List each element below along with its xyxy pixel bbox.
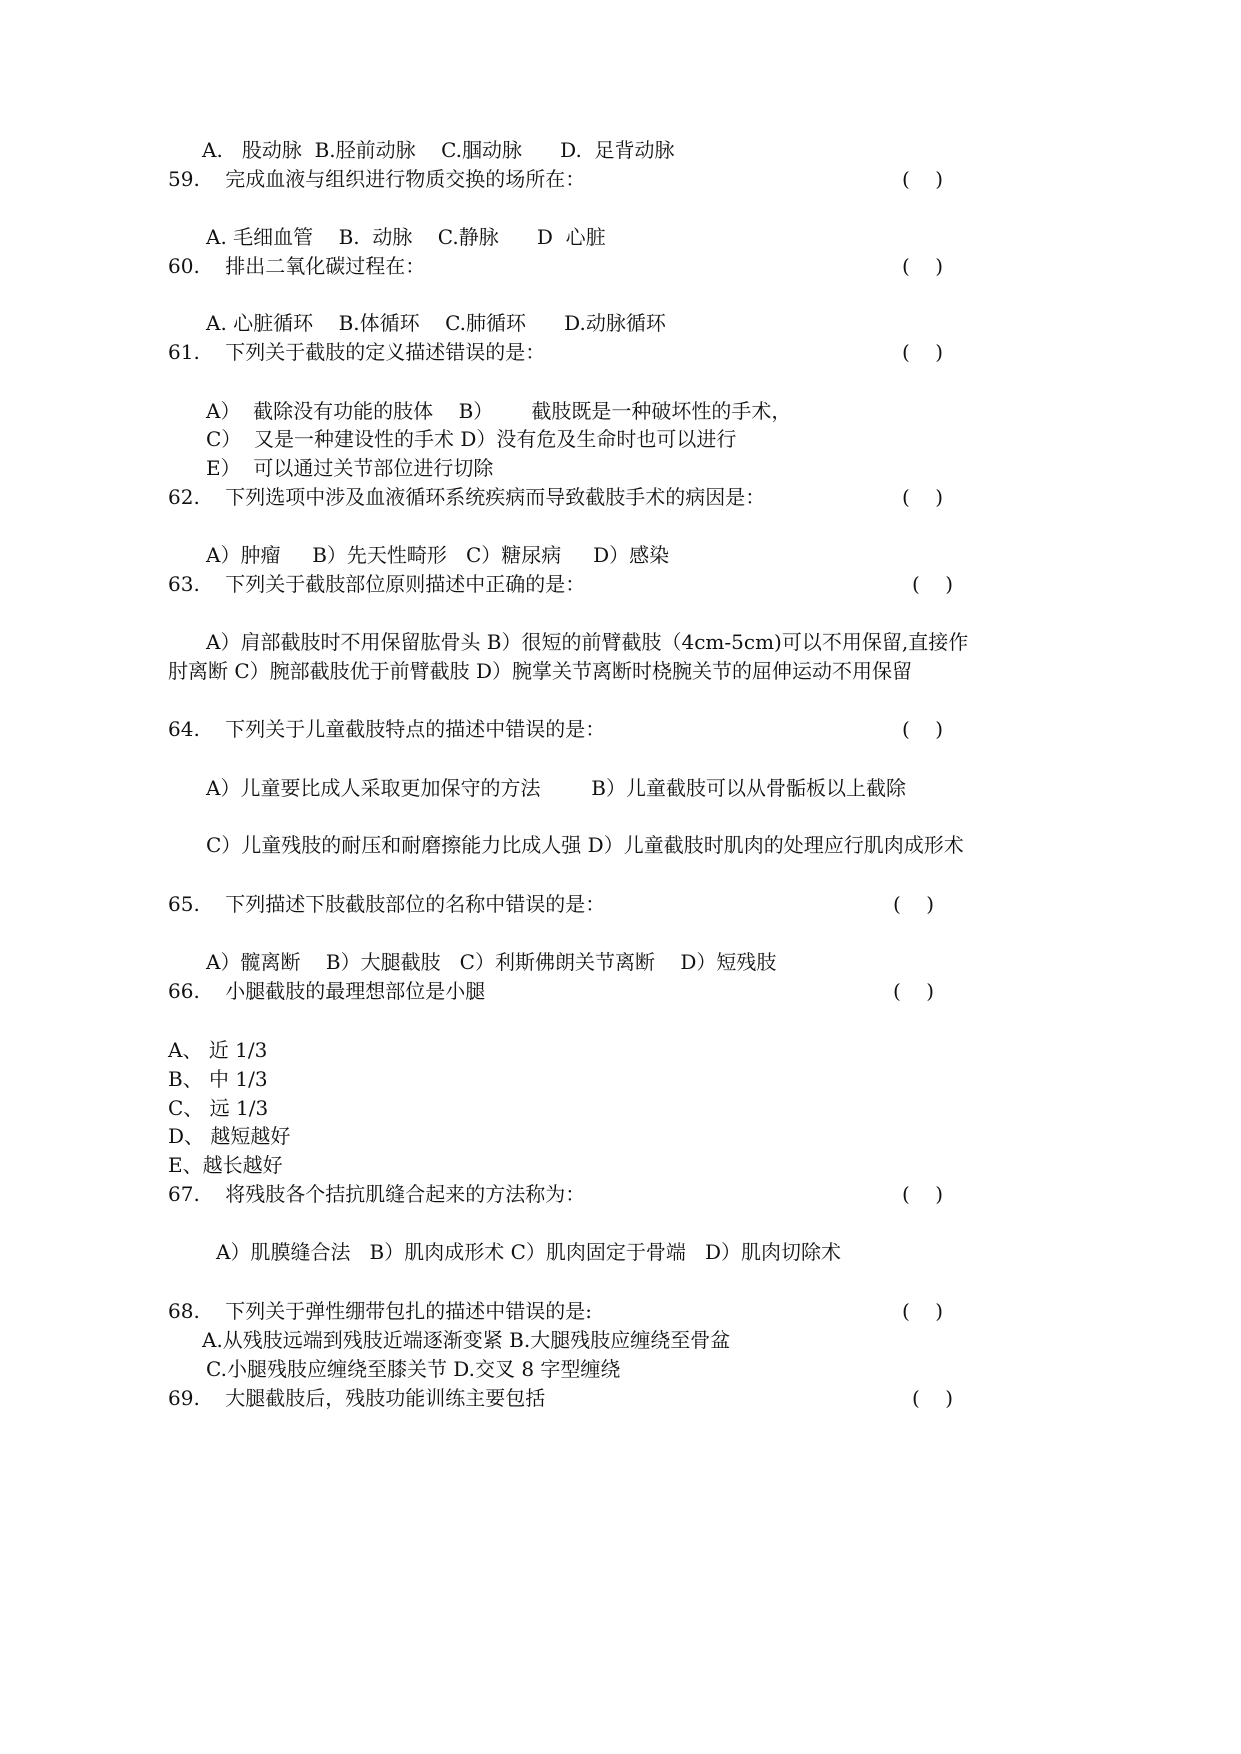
q62-answer-blank: ( ) bbox=[902, 485, 944, 509]
q66-option-d: D、 越短越好 bbox=[168, 1124, 291, 1148]
q64-stem: 64. 下列关于儿童截肢特点的描述中错误的是： bbox=[168, 717, 606, 741]
q68-options-1: A.从残肢远端到残肢近端逐渐变紧 B.大腿残肢应缠绕至骨盆 bbox=[202, 1328, 731, 1352]
q67-stem: 67. 将残肢各个拮抗肌缝合起来的方法称为： bbox=[168, 1182, 586, 1206]
q67-options: A）肌膜缝合法 B）肌肉成形术 C）肌肉固定于骨端 D）肌肉切除术 bbox=[216, 1240, 841, 1264]
q63-stem: 63. 下列关于截肢部位原则描述中正确的是： bbox=[168, 572, 586, 596]
q59-answer-blank: ( ) bbox=[902, 167, 944, 191]
q69-answer-blank: ( ) bbox=[912, 1386, 954, 1410]
q64-options-2: C）儿童残肢的耐压和耐磨擦能力比成人强 D）儿童截肢时肌肉的处理应行肌肉成形术 bbox=[206, 833, 964, 857]
q61-option-a-b: A） 截除没有功能的肢体 B） 截肢既是一种破坏性的手术， bbox=[206, 399, 792, 423]
q58-options: A. 股动脉 B.胫前动脉 C.腘动脉 D. 足背动脉 bbox=[202, 138, 675, 162]
q67-answer-blank: ( ) bbox=[902, 1182, 944, 1206]
q66-option-b: B、 中 1/3 bbox=[168, 1067, 268, 1091]
q61-stem: 61. 下列关于截肢的定义描述错误的是： bbox=[168, 340, 546, 364]
q60-stem: 60. 排出二氧化碳过程在： bbox=[168, 254, 426, 278]
q62-stem: 62. 下列选项中涉及血液循环系统疾病而导致截肢手术的病因是： bbox=[168, 485, 766, 509]
q61-answer-blank: ( ) bbox=[902, 340, 944, 364]
q65-answer-blank: ( ) bbox=[893, 892, 935, 916]
q61-option-c-d: C） 又是一种建设性的手术 D）没有危及生命时也可以进行 bbox=[206, 427, 737, 451]
q61-option-e: E） 可以通过关节部位进行切除 bbox=[206, 456, 494, 480]
q63-answer-blank: ( ) bbox=[912, 572, 954, 596]
q66-stem: 66. 小腿截肢的最理想部位是小腿 bbox=[168, 979, 486, 1003]
q69-stem: 69. 大腿截肢后，残肢功能训练主要包括 bbox=[168, 1386, 546, 1410]
q65-options: A）髋离断 B）大腿截肢 C）利斯佛朗关节离断 D）短残肢 bbox=[206, 950, 777, 974]
q60-answer-blank: ( ) bbox=[902, 254, 944, 278]
q66-option-c: C、 远 1/3 bbox=[168, 1096, 269, 1120]
q68-answer-blank: ( ) bbox=[902, 1299, 944, 1323]
q66-option-a: A、 近 1/3 bbox=[168, 1038, 268, 1062]
q63-options-1: A）肩部截肢时不用保留肱骨头 B）很短的前臂截肢（4cm-5cm)可以不用保留,直接作 bbox=[206, 630, 969, 654]
q66-option-e: E、越长越好 bbox=[168, 1153, 283, 1177]
q66-answer-blank: ( ) bbox=[893, 979, 935, 1003]
q59-stem: 59. 完成血液与组织进行物质交换的场所在： bbox=[168, 167, 586, 191]
q62-options: A）肿瘤 B）先天性畸形 C）糖尿病 D）感染 bbox=[206, 543, 670, 567]
q68-options-2: C.小腿残肢应缠绕至膝关节 D.交叉 8 字型缠绕 bbox=[206, 1357, 621, 1381]
q64-options-1: A）儿童要比成人采取更加保守的方法 B）儿童截肢可以从骨骺板以上截除 bbox=[206, 776, 906, 800]
q64-answer-blank: ( ) bbox=[902, 717, 944, 741]
q59-options: A. 毛细血管 B. 动脉 C.静脉 D 心脏 bbox=[206, 225, 606, 249]
q68-stem: 68. 下列关于弹性绷带包扎的描述中错误的是: bbox=[168, 1299, 592, 1323]
q65-stem: 65. 下列描述下肢截肢部位的名称中错误的是： bbox=[168, 892, 606, 916]
q60-options: A. 心脏循环 B.体循环 C.肺循环 D.动脉循环 bbox=[206, 311, 666, 335]
q63-options-2: 肘离断 C）腕部截肢优于前臂截肢 D）腕掌关节离断时桡腕关节的屈伸运动不用保留 bbox=[168, 659, 913, 683]
